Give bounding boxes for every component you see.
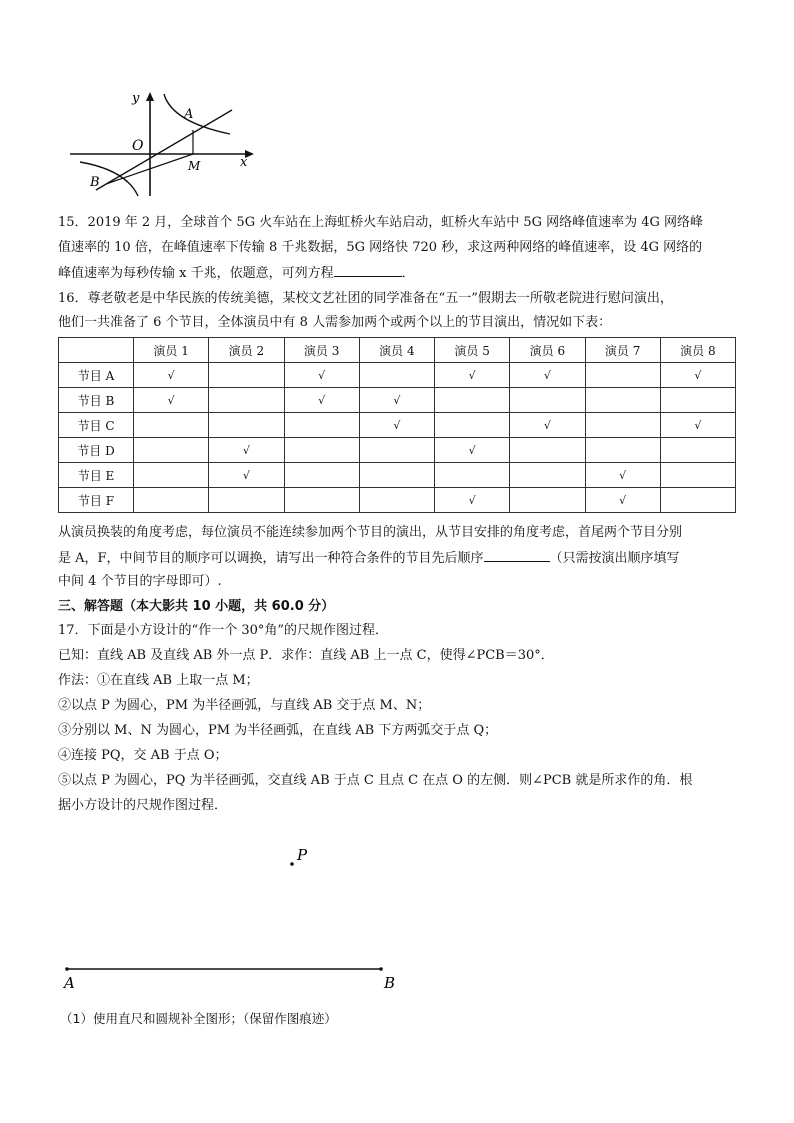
check-cell [134,488,209,513]
q17-line-5: ③分别以 M、N 为圆心，PM 为半径画弧，在直线 AB 下方两弧交于点 Q； [58,723,498,738]
y-axis-label: y [132,91,140,106]
table-row [59,388,736,413]
q15-line-3 [58,264,415,283]
table-header-cell: 演员 2 [209,338,284,363]
q17-line-4: ②以点 P 为圆心，PM 为半径画弧，与直线 AB 交于点 M、N； [58,698,431,713]
row-label-cell: 节目 C [59,413,134,438]
table-header-cell [59,338,134,363]
check-cell [585,438,660,463]
table-header-cell: 演员 3 [284,338,359,363]
point-m-label: M [188,159,201,173]
check-cell [359,363,434,388]
check-cell [585,388,660,413]
check-cell [284,488,359,513]
origin-label: O [132,138,144,154]
point-a-label: A [64,974,75,992]
check-cell [510,388,585,413]
q15-line-3-text: 峰值速率为每秒传输 x 千兆，依题意，可列方程 [58,266,334,281]
check-cell: √ [660,363,735,388]
check-cell [510,463,585,488]
q16-after-line-2-end: （只需按演出顺序填写 [549,551,680,566]
point-p-label: P [297,846,308,864]
check-cell [435,413,510,438]
point-a-label: A [184,107,194,122]
check-cell [134,438,209,463]
point-b-label: B [90,175,100,190]
check-cell: √ [435,363,510,388]
row-label-cell: 节目 A [59,363,134,388]
check-cell [134,413,209,438]
check-cell: √ [359,413,434,438]
q17-line-2: 已知：直线 AB 及直线 AB 外一点 P．求作：直线 AB 上一点 C，使得∠PCB＝30°． [58,648,554,663]
check-cell [660,438,735,463]
q17-line-6: ④连接 PQ，交 AB 于点 O； [58,748,228,763]
check-cell [585,413,660,438]
check-cell: √ [284,363,359,388]
q16-after-line-1: 从演员换装的角度考虑，每位演员不能连续参加两个节目的演出，从节目安排的角度考虑，首尾两个节目分别 [58,525,683,540]
q17-part-1: （1）使用直尺和圆规补全图形；（保留作图痕迹） [60,1011,337,1026]
check-cell [585,363,660,388]
q16-line-2: 他们一共准备了 6 个节目，全体演员中有 8 人需参加两个或两个以上的节目演出，情况如下表： [58,315,612,330]
row-label-cell: 节目 D [59,438,134,463]
table-header-cell: 演员 6 [510,338,585,363]
check-cell [209,488,284,513]
check-cell [209,363,284,388]
q15-line-1: 15．2019 年 2 月，全球首个 5G 火车站在上海虹桥火车站启动，虹桥火车站中 5G 网络峰值速率为 4G 网络峰 [58,215,704,230]
point-b-label: B [384,974,396,992]
table-header-row [59,338,736,363]
q17-line-7: ⑤以点 P 为圆心，PQ 为半径画弧，交直线 AB 于点 C 且点 C 在点 O 的左侧．则∠PCB 就是所求作的角．根 [58,773,693,788]
row-label-cell: 节目 E [59,463,134,488]
check-cell [660,488,735,513]
check-cell: √ [510,363,585,388]
check-cell: √ [510,413,585,438]
check-cell: √ [435,488,510,513]
check-cell: √ [209,463,284,488]
q15-line-2: 值速率的 10 倍，在峰值速率下传输 8 千兆数据，5G 网络快 720 秒，求这两种网络的峰值速率，设 4G 网络的 [58,240,703,255]
check-cell: √ [209,438,284,463]
q15-answer-blank[interactable] [334,264,402,277]
check-cell [510,488,585,513]
table-header-cell: 演员 5 [435,338,510,363]
section-3-title: 三、解答题（本大影共 10 小题，共 60.0 分） [58,599,335,614]
check-cell [284,463,359,488]
check-cell: √ [284,388,359,413]
q16-after-line-3: 中间 4 个节目的字母即可）. [58,574,222,589]
check-cell: √ [134,363,209,388]
check-cell [359,463,434,488]
check-cell [435,388,510,413]
check-cell [435,463,510,488]
check-cell: √ [660,413,735,438]
q14-graph [60,88,270,200]
row-label-cell: 节目 B [59,388,134,413]
check-cell: √ [585,463,660,488]
check-cell [284,438,359,463]
check-cell: √ [585,488,660,513]
table-row [59,438,736,463]
check-cell [359,438,434,463]
table-row [59,463,736,488]
table-header-cell: 演员 7 [585,338,660,363]
row-label-cell: 节目 F [59,488,134,513]
q16-actor-table [58,337,736,513]
table-row [59,413,736,438]
check-cell [209,413,284,438]
x-axis-label: x [240,155,248,170]
check-cell [209,388,284,413]
point-p [290,862,294,866]
table-header-cell: 演员 4 [359,338,434,363]
q17-figure [56,838,416,996]
q17-line-1: 17．下面是小方设计的“作一个 30°角”的尺规作图过程． [58,623,389,638]
table-row [59,488,736,513]
table-header-cell: 演员 8 [660,338,735,363]
q15-line-3-end: ． [401,266,415,281]
check-cell: √ [134,388,209,413]
check-cell [134,463,209,488]
check-cell: √ [435,438,510,463]
check-cell [510,438,585,463]
table-header-cell: 演员 1 [134,338,209,363]
q17-line-8: 据小方设计的尺规作图过程． [58,798,228,813]
check-cell [660,463,735,488]
q16-answer-blank[interactable] [484,549,550,562]
check-cell: √ [359,388,434,413]
q16-after-line-2-text: 是 A，F，中间节目的顺序可以调换，请写出一种符合条件的节目先后顺序 [58,551,484,566]
check-cell [660,388,735,413]
check-cell [359,488,434,513]
q16-line-1: 16．尊老敬老是中华民族的传统美德，某校文艺社团的同学准备在“五一”假期去一所敬老院进行慰问演出， [58,291,673,306]
check-cell [284,413,359,438]
q17-line-3: 作法：①在直线 AB 上取一点 M； [58,673,259,688]
table-row [59,363,736,388]
q16-after-line-2 [58,549,680,568]
